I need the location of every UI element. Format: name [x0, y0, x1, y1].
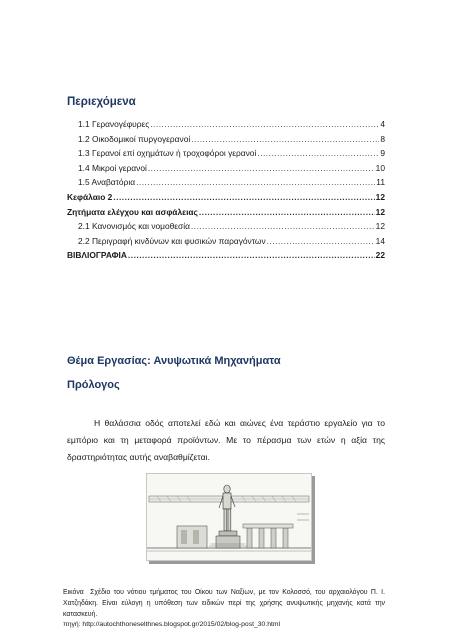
toc-entry-label: 2.2 Περιγραφή κινδύνων και φυσικών παραγόντων: [78, 235, 266, 246]
toc-dot-leader: [128, 248, 375, 263]
toc-entry-label: 2.1 Κανονισμός και νομοθεσία: [78, 221, 190, 232]
toc-entry-page: 12: [375, 191, 385, 202]
toc-entry[interactable]: [67, 205, 385, 220]
toc-title: Περιεχόμενα: [67, 96, 136, 108]
toc-entry-page: 11: [376, 177, 385, 188]
toc-entry[interactable]: [67, 234, 385, 249]
toc-entry[interactable]: [67, 117, 385, 132]
toc-entry[interactable]: [67, 219, 385, 234]
caption-text: Σχέδιο του νότιου τμήματος του Οίκου των Ναξίων, με τον Κολοσσό, του αρχαιολόγου Π. Ι. Χατζηδάκη. Είναι εύλογη η υπόθεση των ειδικών περί της χρήσης ανυψωτικής μηχανής κατά την κατασκευή.: [63, 589, 385, 619]
prologue-heading: Πρόλογος: [67, 379, 120, 391]
toc-entry-page: 14: [375, 235, 385, 246]
toc-entry[interactable]: [67, 132, 385, 147]
toc-entry-label: 1.1 Γερανογέφυρες: [78, 119, 150, 129]
toc-dot-leader: [136, 175, 375, 190]
toc-dot-leader: [191, 219, 375, 234]
colossus-drawing-image: [146, 473, 312, 561]
toc-entry-page: 4: [380, 119, 385, 129]
toc-entry-page: 12: [375, 206, 385, 217]
toc-entry-page: 8: [380, 133, 385, 144]
toc-entry[interactable]: [67, 190, 385, 205]
toc-entry-label: 1.5 Αναβατόρια: [78, 177, 136, 188]
figure-caption: [63, 587, 385, 621]
toc-entry-label: 1.2 Οικοδομικοί πυργογερανοί: [78, 133, 191, 144]
colossus-sketch-svg: [147, 474, 311, 560]
topic-heading: Θέμα Εργασίας: Ανυψωτικά Μηχανήματα: [67, 355, 281, 367]
toc-entry-label: 1.4 Μικροί γερανοί: [78, 162, 147, 173]
caption-source: πηγή: http://autochthoneselthnes.blogspot.gr/2015/02/blog-post_30.html: [63, 621, 281, 628]
toc-dot-leader: [257, 146, 379, 161]
caption-label: Εικόνα: [63, 589, 84, 596]
toc-entry[interactable]: [67, 175, 385, 190]
table-of-contents: [67, 117, 385, 263]
toc-dot-leader: [199, 205, 375, 220]
toc-dot-leader: [191, 132, 379, 147]
toc-entry[interactable]: [67, 146, 385, 161]
toc-entry-label: 1.3 Γερανοί επί οχημάτων ή τροχοφόροι γερανοί: [78, 148, 257, 159]
toc-entry-label: Κεφάλαιο 2: [67, 191, 113, 202]
toc-entry[interactable]: [67, 248, 385, 263]
toc-dot-leader: [148, 161, 375, 176]
toc-dot-leader: [113, 190, 374, 205]
toc-entry-label: ΒΙΒΛΙΟΓΡΑΦΙΑ: [67, 250, 127, 261]
toc-entry-page: 9: [380, 148, 385, 159]
toc-dot-leader: [267, 234, 375, 249]
toc-entry-page: 12: [375, 221, 385, 232]
prologue-paragraph: Η θαλάσσια οδός αποτελεί εδώ και αιώνες ένα τεράστιο εργαλείο για το εμπόριο και τη μεταφορά προϊόντων. Με το πέρασμα των ετών η αξία της δραστηριότητας αυτής αναβαθμίζεται.: [67, 418, 385, 462]
toc-dot-leader: [150, 117, 379, 132]
toc-entry-page: 22: [375, 250, 385, 261]
toc-entry-label: Ζητήματα ελέγχου και ασφάλειας: [67, 206, 198, 217]
toc-entry-page: 10: [375, 162, 385, 173]
toc-entry[interactable]: [67, 161, 385, 176]
